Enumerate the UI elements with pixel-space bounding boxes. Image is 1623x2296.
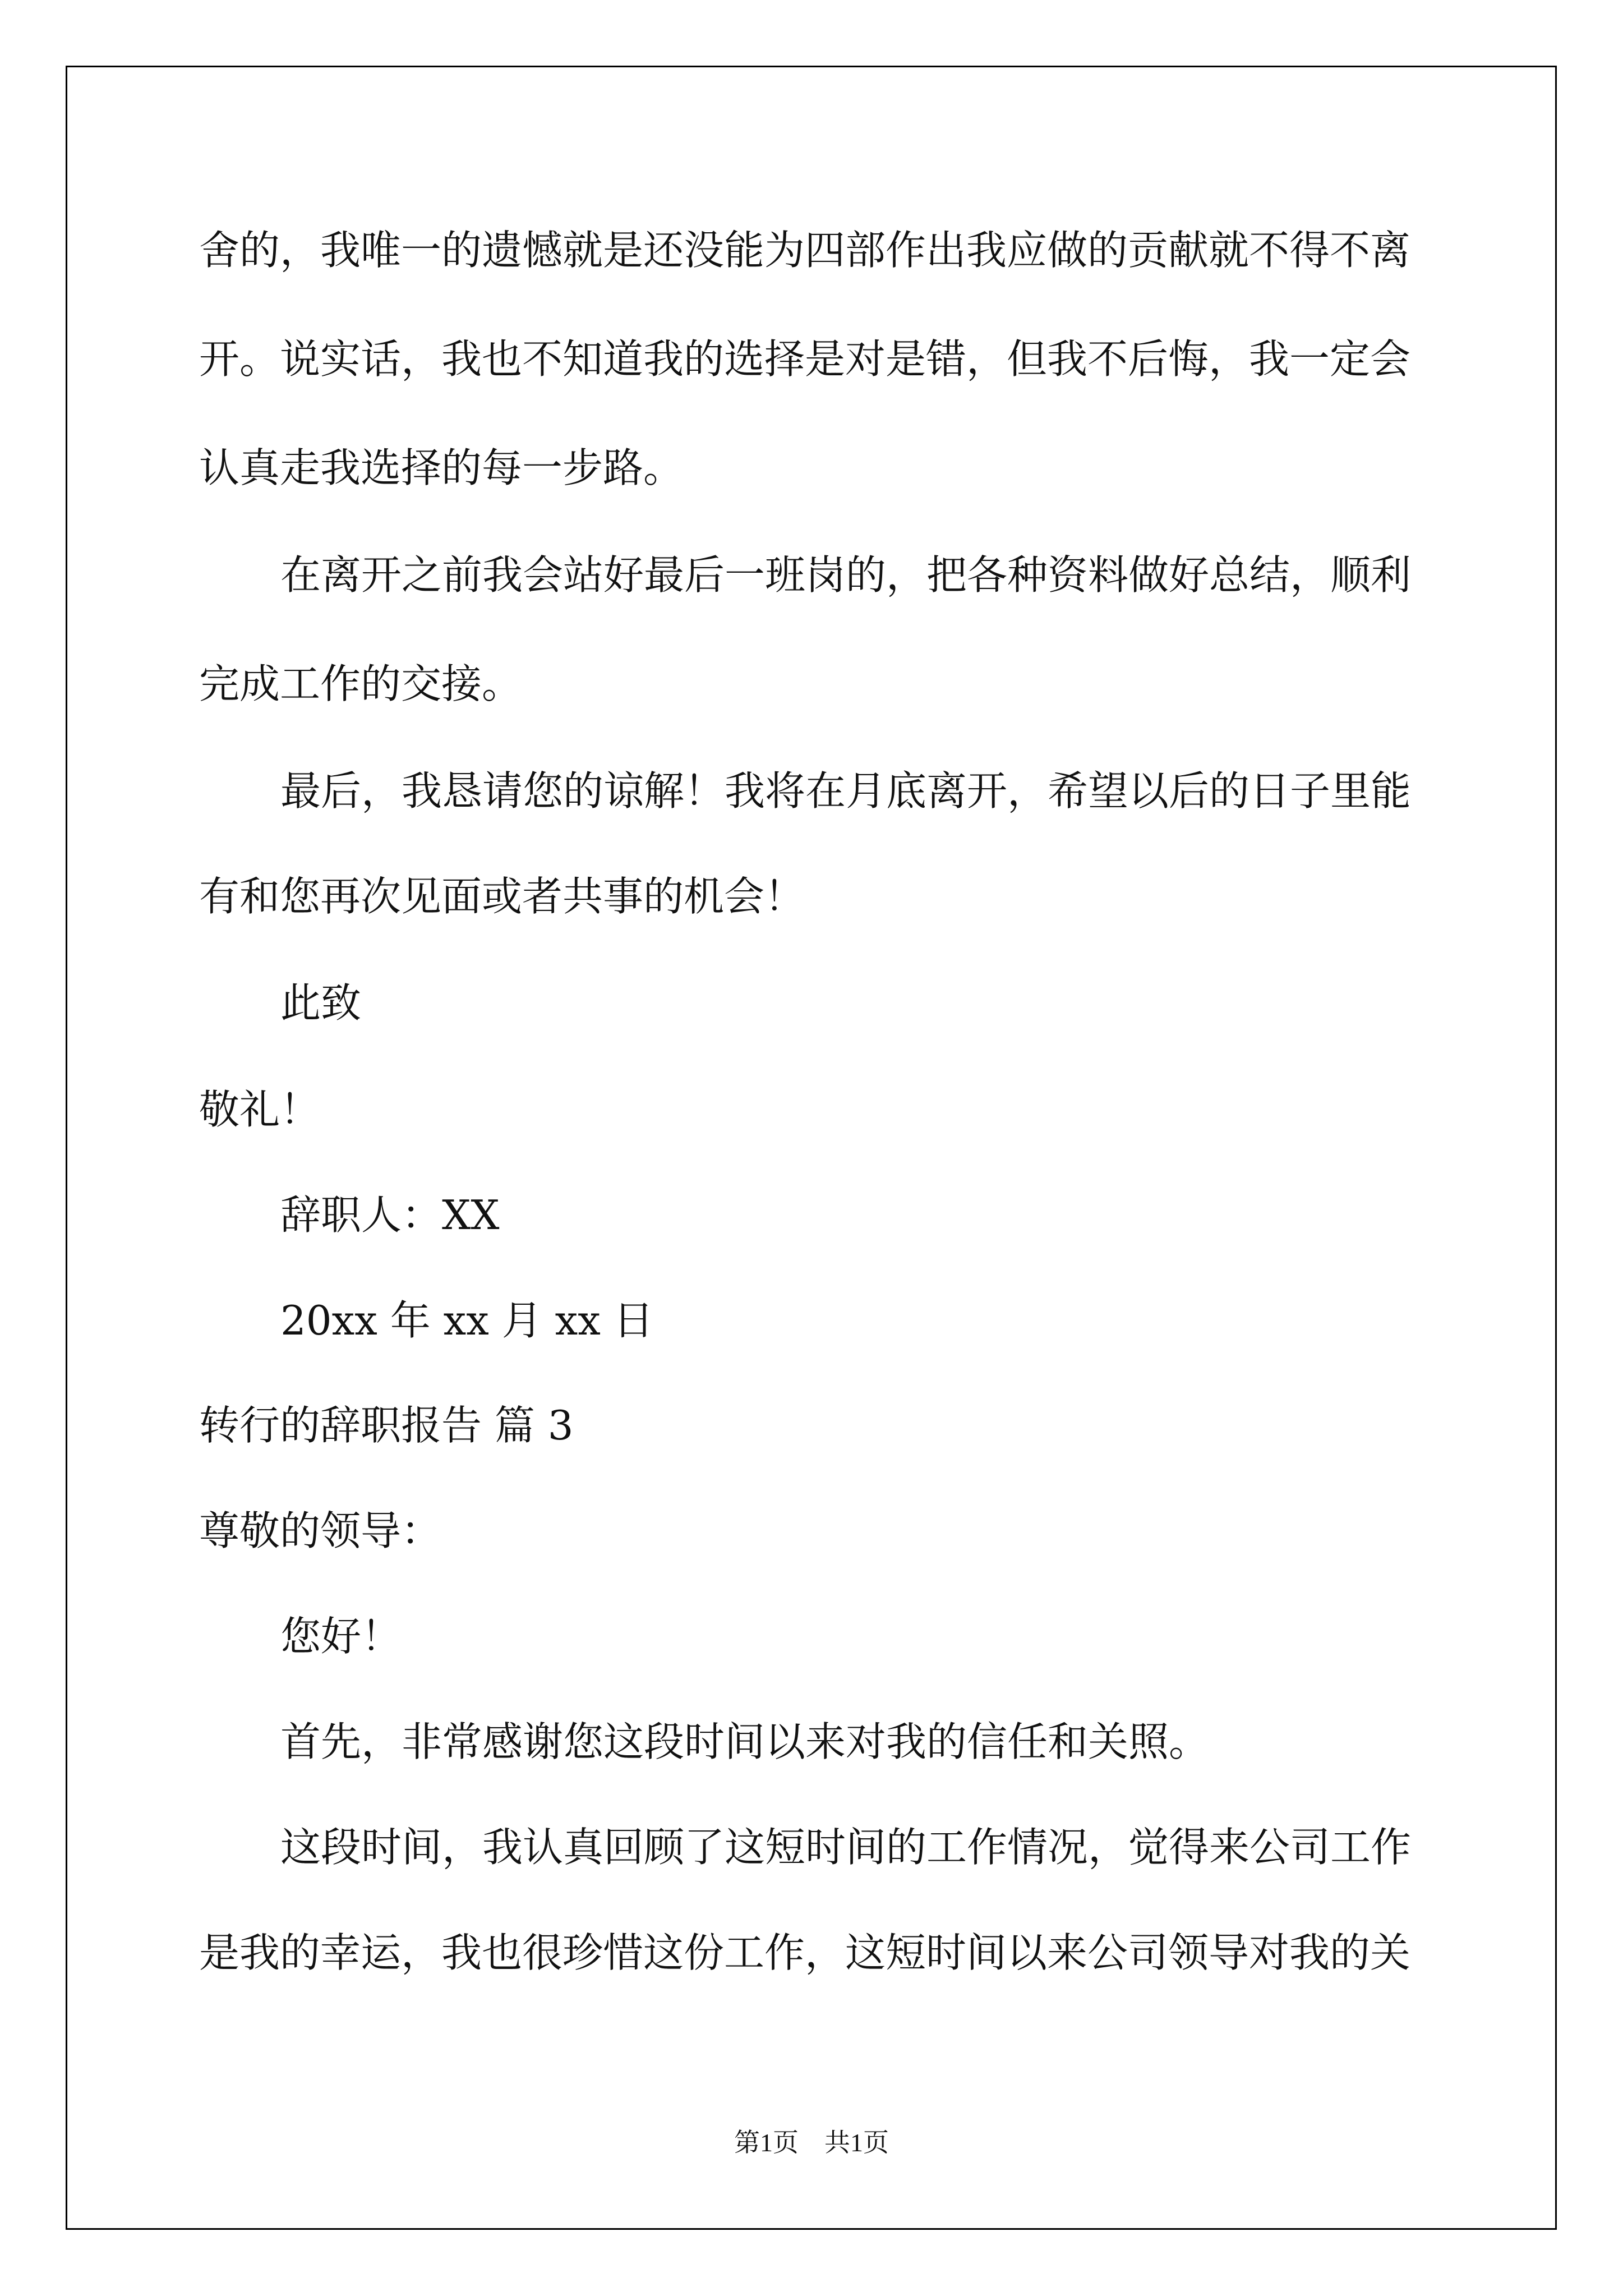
text-line: 敬礼！ [199, 1086, 321, 1133]
text-line: 此致 [280, 979, 362, 1027]
text-line: 您好！ [280, 1613, 402, 1660]
text-line: 首先，非常感谢您这段时间以来对我的信任和关照。 [280, 1718, 1210, 1765]
text-line: 是我的幸运，我也很珍惜这份工作，这短时间以来公司领导对我的关 [199, 1929, 1411, 1976]
text-line: 认真走我选择的每一步路。 [199, 444, 684, 491]
text-line: 舍的，我唯一的遗憾就是还没能为四部作出我应做的贡献就不得不离 [199, 227, 1411, 274]
text-line: 有和您再次见面或者共事的机会！ [199, 873, 805, 920]
salutation: 尊敬的领导： [199, 1507, 442, 1554]
page-footer: 第1页 共1页 [734, 2128, 889, 2157]
section-heading: 转行的辞职报告 篇 3 [199, 1402, 574, 1449]
text-line: 20xx 年 xx 月 xx 日 [280, 1297, 654, 1344]
text-line: 辞职人：XX [280, 1191, 500, 1239]
text-line: 完成工作的交接。 [199, 660, 523, 707]
text-line: 最后，我恳请您的谅解！我将在月底离开，希望以后的日子里能 [280, 767, 1412, 815]
text-line: 在离开之前我会站好最后一班岗的，把各种资料做好总结，顺利 [280, 551, 1412, 599]
text-line: 开。说实话，我也不知道我的选择是对是错，但我不后悔，我一定会 [199, 335, 1411, 383]
text-line: 这段时间，我认真回顾了这短时间的工作情况，觉得来公司工作 [280, 1824, 1412, 1871]
